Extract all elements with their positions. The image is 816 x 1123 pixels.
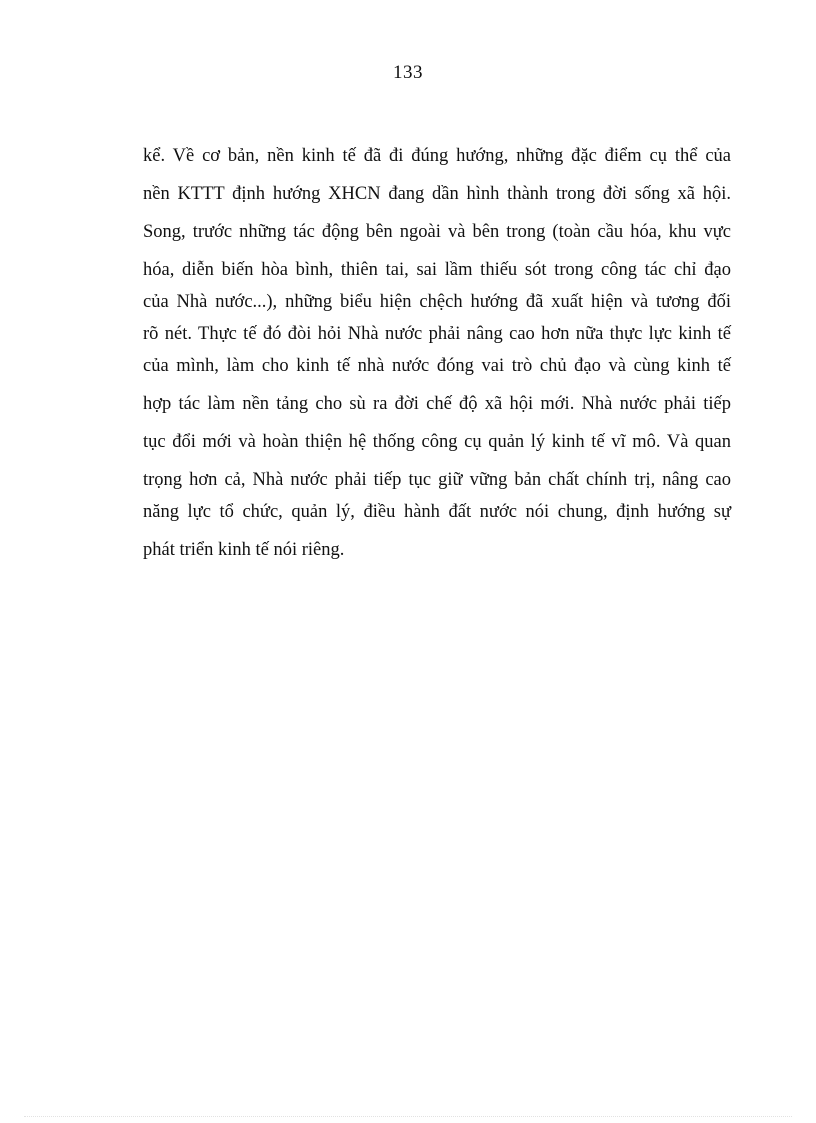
paragraph-line: của Nhà nước...), những biểu hiện chệch hướng đã xuất hiện và tương đối	[143, 292, 731, 312]
paragraph-line: của mình, làm cho kinh tế nhà nước đóng vai trò chủ đạo và cùng kinh tế	[143, 356, 731, 376]
paragraph-line: Song, trước những tác động bên ngoài và bên trong (toàn cầu hóa, khu vực	[143, 222, 731, 242]
body-paragraph	[143, 140, 731, 566]
paragraph-line: rõ nét. Thực tế đó đòi hỏi Nhà nước phải nâng cao hơn nữa thực lực kinh tế	[143, 324, 731, 344]
paragraph-line: hóa, diễn biến hòa bình, thiên tai, sai lầm thiếu sót trong công tác chỉ đạo	[143, 260, 731, 280]
paragraph-line: năng lực tổ chức, quản lý, điều hành đất nước nói chung, định hướng sự	[143, 502, 731, 522]
bottom-divider	[24, 1116, 792, 1117]
paragraph-line: kể. Về cơ bản, nền kinh tế đã đi đúng hướng, những đặc điểm cụ thể của	[143, 146, 731, 166]
paragraph-line: nền KTTT định hướng XHCN đang dần hình thành trong đời sống xã hội.	[143, 184, 731, 204]
paragraph-line: trọng hơn cả, Nhà nước phải tiếp tục giữ vững bản chất chính trị, nâng cao	[143, 470, 731, 490]
paragraph-line: tục đổi mới và hoàn thiện hệ thống công cụ quản lý kinh tế vĩ mô. Và quan	[143, 432, 731, 452]
page-number: 133	[393, 62, 423, 83]
paragraph-line: phát triển kinh tế nói riêng.	[143, 540, 345, 560]
paragraph-line: hợp tác làm nền tảng cho sù ra đời chế độ xã hội mới. Nhà nước phải tiếp	[143, 394, 731, 414]
